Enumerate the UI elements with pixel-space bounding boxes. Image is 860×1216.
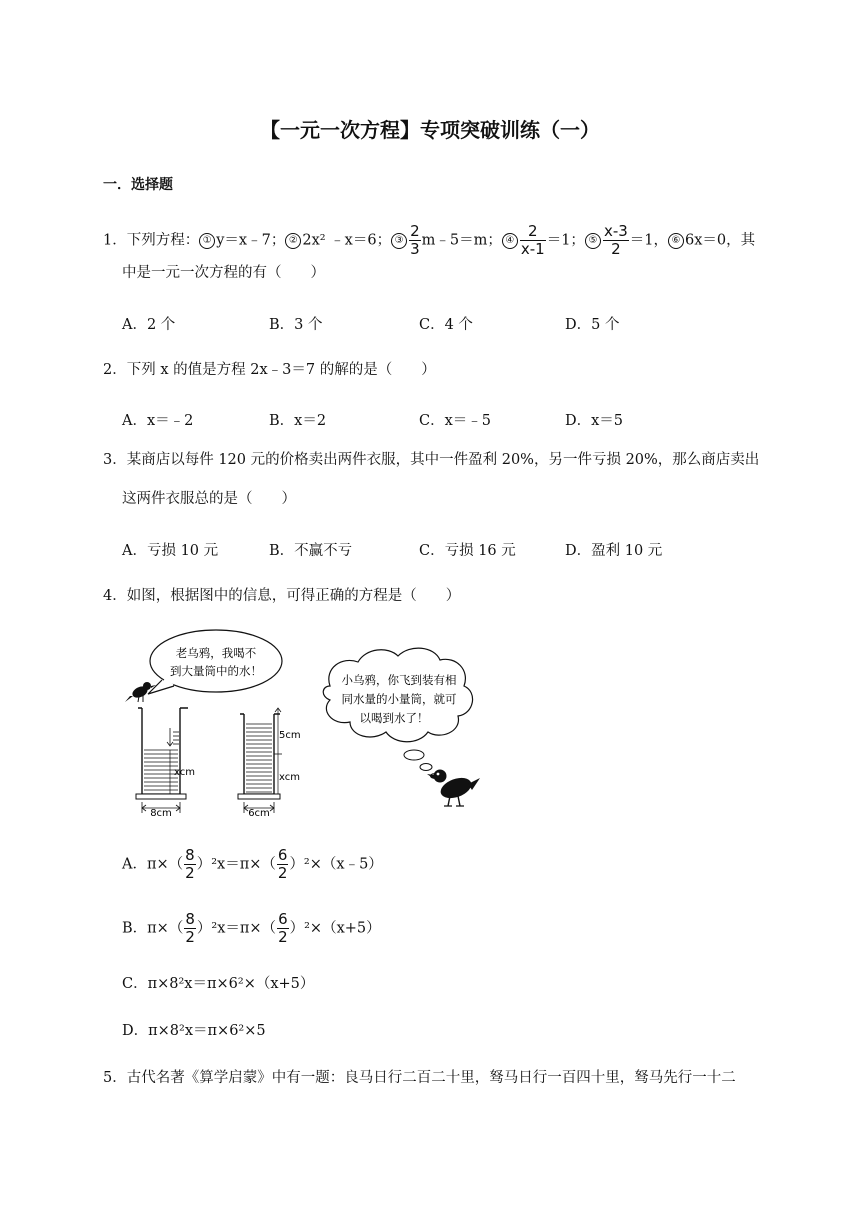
left-bubble-line-1: 老乌鸦，我喝不 [175,646,257,660]
left-height-label: xcm [174,767,195,778]
option-text-mid: ）²x＝π×（ [196,920,277,937]
option-text-pre: π×（ [147,920,184,937]
question-1-line-2: 中是一元一次方程的有（ ） [122,265,325,281]
section-heading: 一．选择题 [103,177,173,193]
fraction-denominator: 2 [185,928,195,946]
q1-option-d[interactable]: D．5 个 [565,317,620,333]
fraction-numerator: 8 [185,910,195,928]
fraction-denominator: 2 [277,864,288,882]
right-bubble-line-1: 小乌鸦，你飞到装有相 [341,673,457,687]
q1-option-c[interactable]: C．4 个 [419,317,473,333]
q1-eq4-fraction [520,224,546,257]
question-5-line-1: 5．古代名著《算学启蒙》中有一题：良马日行二百二十里，驽马日行一百四十里，驽马先行一十二 [103,1070,736,1086]
fraction-numerator: 2 [528,222,538,240]
option-text-pre: π×（ [146,856,184,873]
q3-option-a[interactable]: A．亏损 10 元 [122,543,219,559]
fraction-denominator: 2 [278,928,288,946]
right-width-label: 6cm [248,808,270,819]
q4-option-c[interactable]: C．π×8²x＝π×6²×（x+5） [122,976,315,992]
q1-eq5-rest: ＝1， [629,232,669,249]
right-top-label: 5cm [279,730,301,741]
q2-option-d[interactable]: D．x＝5 [565,413,624,429]
right-bubble-line-3: 以喝到水了！ [359,711,429,725]
q2-option-c[interactable]: C．x＝﹣5 [419,413,491,429]
q1-eq1: y＝x﹣7； [216,232,286,249]
circled-2: ② [285,233,301,249]
q2-option-b[interactable]: B．x＝2 [269,413,327,429]
fraction-denominator: 3 [410,240,420,258]
question-4: 4．如图，根据图中的信息，可得正确的方程是（ ） [103,588,461,604]
q1-eq4-rest: ＝1； [546,232,585,249]
fraction-6-over-2 [277,848,289,881]
q4-figure [118,628,484,828]
q1-option-a[interactable]: A．2 个 [122,317,176,333]
fraction-numerator: x-3 [603,222,628,240]
q1-eq3-fraction [409,224,421,257]
question-3-line-1: 3．某商店以每件 120 元的价格卖出两件衣服，其中一件盈利 20%，另一件亏损 20%，那么商店卖出 [103,452,760,468]
fraction-denominator: 2 [185,864,195,882]
circled-1: ① [199,233,215,249]
circled-4: ④ [502,233,518,249]
q2-option-a[interactable]: A．x＝﹣2 [122,413,194,429]
big-crow-icon [427,770,480,807]
option-label: A． [122,856,147,873]
circled-5: ⑤ [585,233,601,249]
q4-option-b[interactable] [122,912,381,945]
q1-eq6: 6x＝0，其 [685,232,756,249]
q1-eq2: 2x² ﹣x＝6； [302,232,392,249]
q3-option-b[interactable]: B．不赢不亏 [269,543,353,559]
option-text-post: ）²×（x+5） [289,920,381,937]
page-title: 【一元一次方程】专项突破训练（一） [260,118,600,142]
fraction-6-over-2 [277,912,289,945]
option-label: B． [122,920,148,937]
large-cylinder [136,708,195,819]
circled-3: ③ [391,233,407,249]
fraction-numerator: 2 [410,222,420,240]
q3-option-d[interactable]: D．盈利 10 元 [565,543,663,559]
fraction-8-over-2 [184,848,196,881]
fraction-denominator: x-1 [520,240,545,258]
q1-eq5-fraction [603,224,629,257]
question-3-line-2: 这两件衣服总的是（ ） [122,491,296,507]
option-text-mid: ）²x＝π×（ [196,856,276,873]
q4-option-d[interactable]: D．π×8²x＝π×6²×5 [122,1023,266,1039]
fraction-8-over-2 [184,912,196,945]
fraction-numerator: 8 [185,846,195,864]
q1-prefix: 1．下列方程： [103,232,200,249]
left-bubble-line-2: 到大量筒中的水！ [170,664,262,678]
fraction-numerator: 6 [277,846,288,864]
fraction-denominator: 2 [611,240,621,258]
small-cylinder [238,708,301,819]
left-width-label: 8cm [150,808,172,819]
circled-6: ⑥ [668,233,684,249]
question-2: 2．下列 x 的值是方程 2x﹣3＝7 的解的是（ ） [103,362,436,378]
fraction-numerator: 6 [278,910,288,928]
option-text-post: ）²×（x﹣5） [289,856,383,873]
q1-eq3-rest: m﹣5＝m； [421,232,502,249]
q4-option-a[interactable] [122,848,383,881]
q3-option-c[interactable]: C．亏损 16 元 [419,543,516,559]
q1-option-b[interactable]: B．3 个 [269,317,323,333]
question-1-line-1 [103,224,755,257]
right-bubble-line-2: 同水量的小量筒，就可 [341,692,457,706]
right-height-label: xcm [279,772,300,783]
